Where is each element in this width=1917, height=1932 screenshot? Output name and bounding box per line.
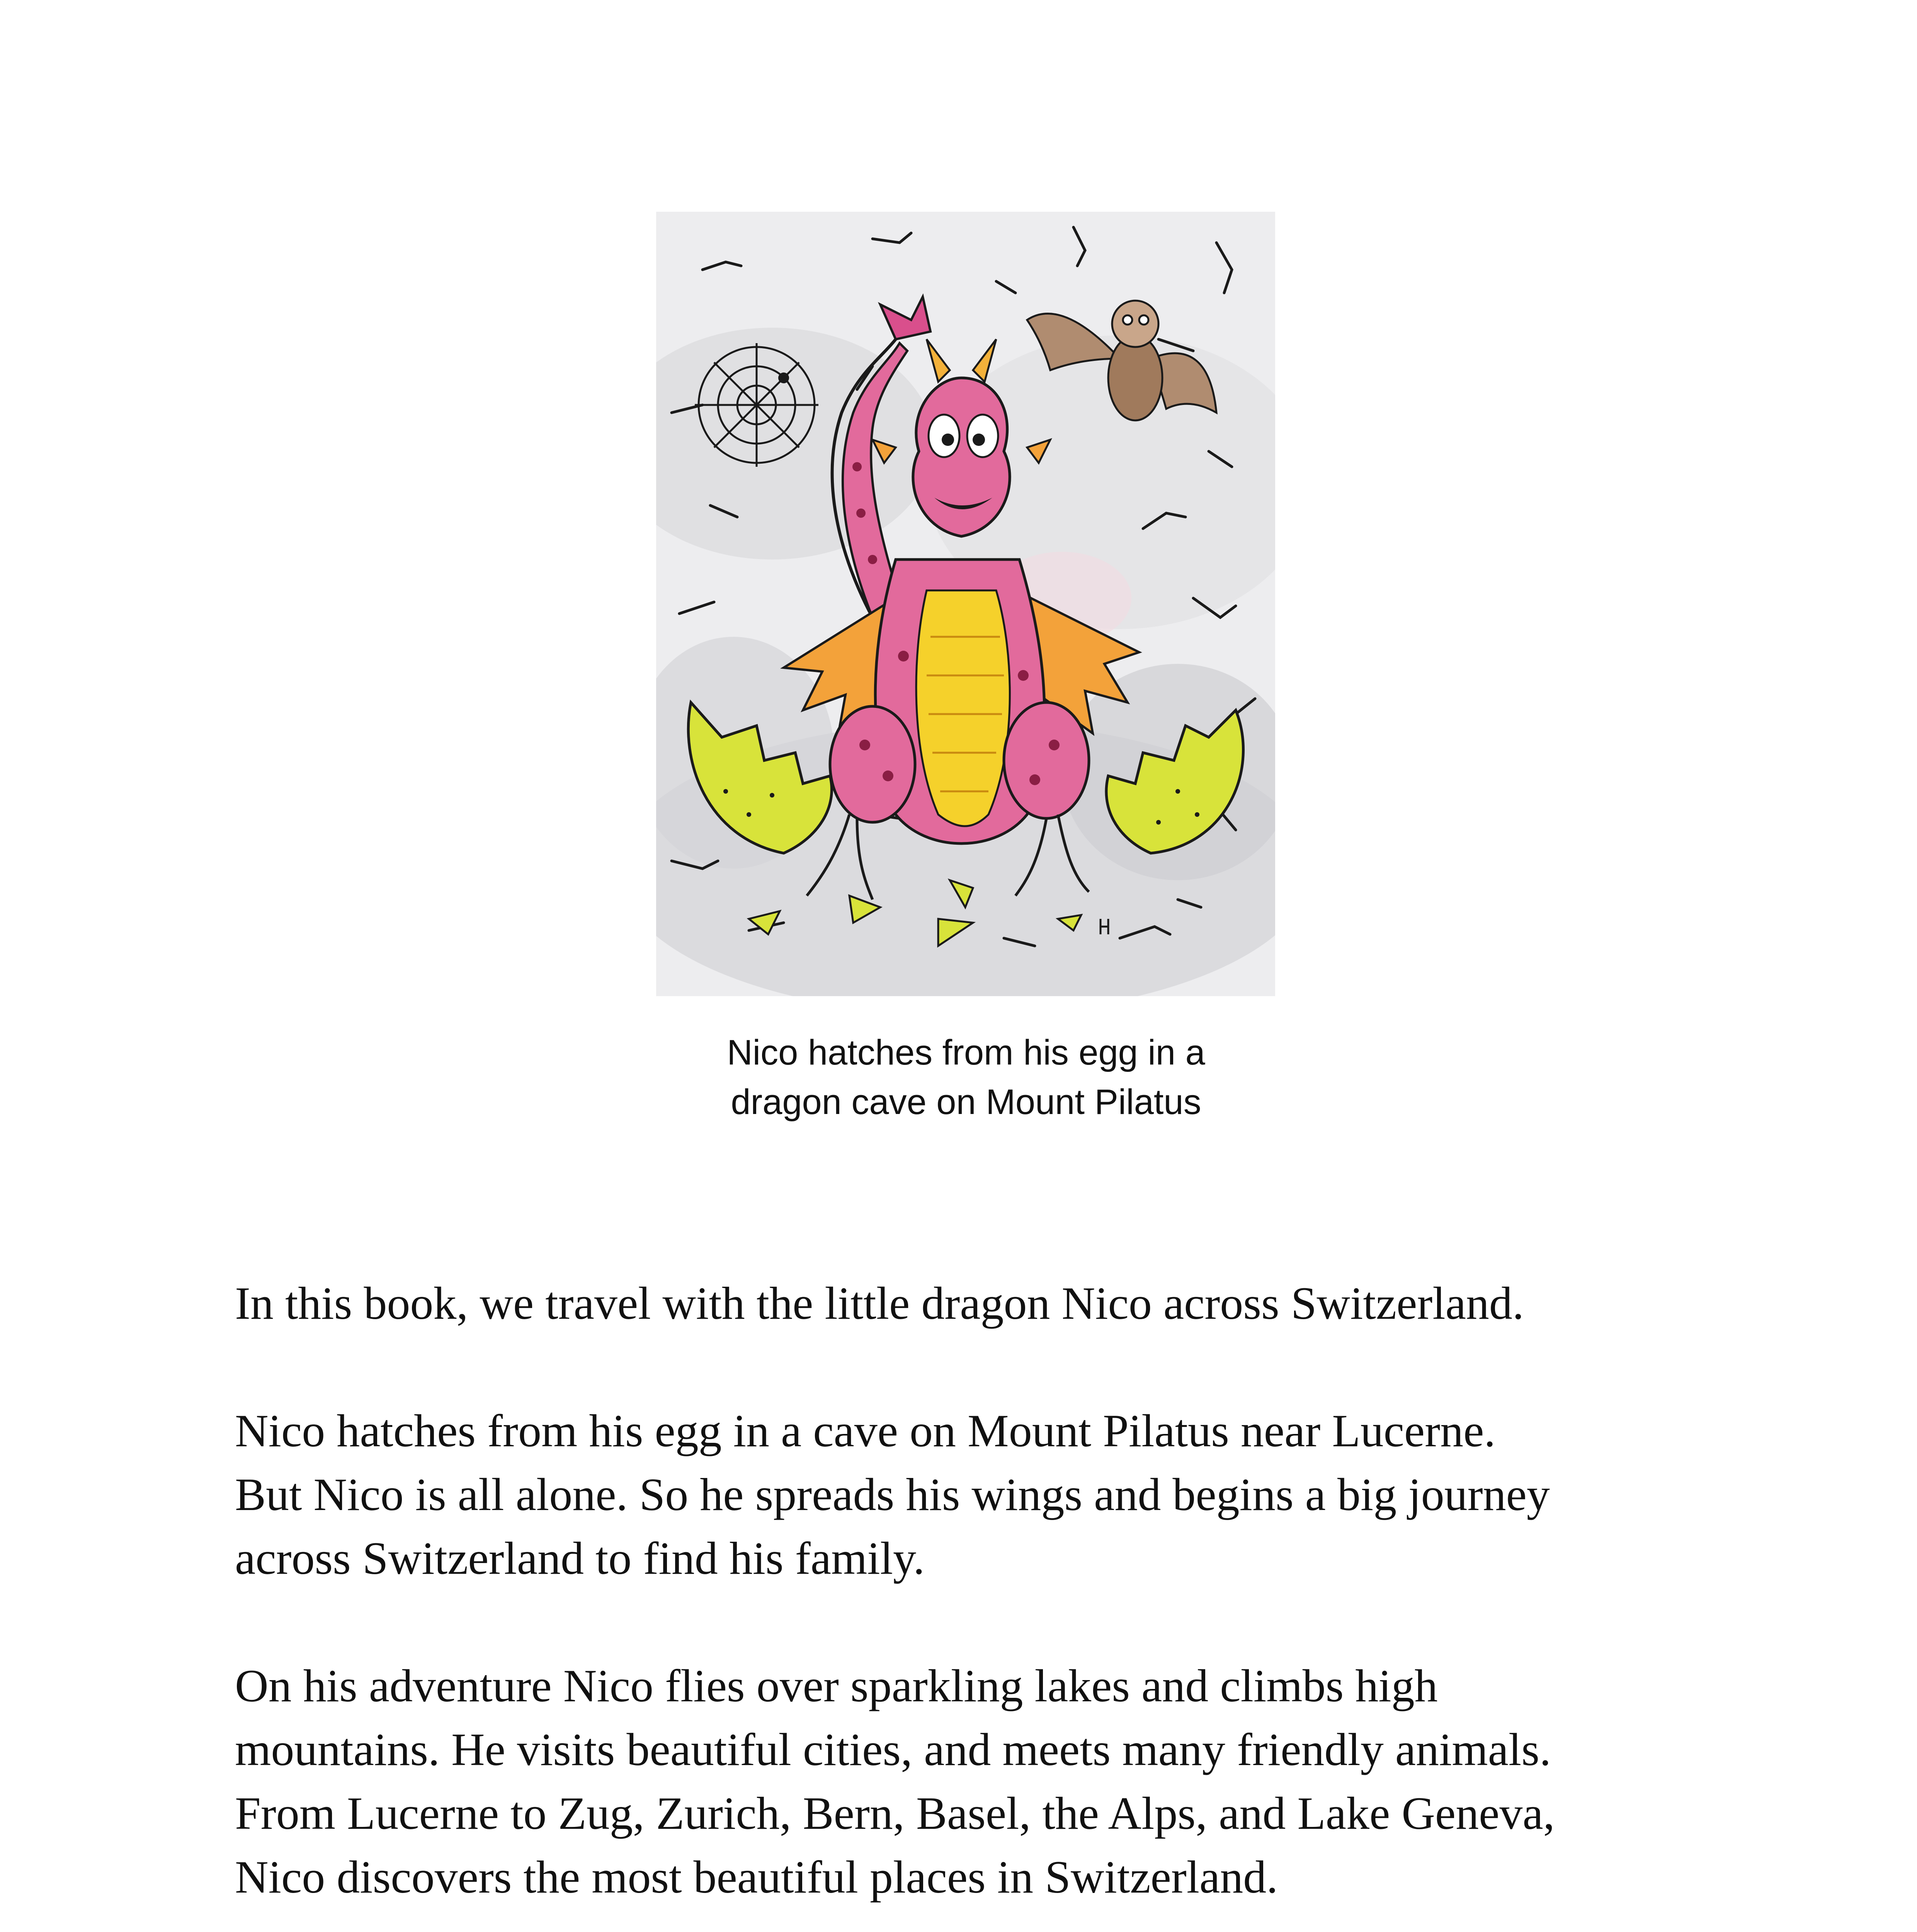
text-line: In this book, we travel with the little dragon Nico across Switzerland. <box>235 1277 1524 1329</box>
text-line: Nico discovers the most beautiful places in Switzerland. <box>235 1851 1278 1903</box>
caption-line: Nico hatches from his egg in a <box>727 1033 1205 1072</box>
text-line: On his adventure Nico flies over sparkling lakes and climbs high <box>235 1660 1438 1711</box>
paragraph-hatching <box>235 1399 1703 1590</box>
text-line: From Lucerne to Zug, Zurich, Bern, Basel, the Alps, and Lake Geneva, <box>235 1787 1555 1839</box>
paragraph-adventure <box>235 1654 1703 1909</box>
text-line: mountains. He visits beautiful cities, and meets many friendly animals. <box>235 1724 1551 1775</box>
text-line: Nico hatches from his egg in a cave on Mount Pilatus near Lucerne. <box>235 1405 1496 1456</box>
text-line: But Nico is all alone. So he spreads his wings and begins a big journey <box>235 1469 1550 1520</box>
dragon-hatching-illustration <box>656 212 1275 996</box>
caption-line: dragon cave on Mount Pilatus <box>731 1082 1201 1122</box>
text-line: across Switzerland to find his family. <box>235 1532 925 1584</box>
body-text <box>235 1271 1703 1932</box>
paragraph-intro <box>235 1271 1703 1335</box>
figure-caption <box>541 1028 1391 1127</box>
